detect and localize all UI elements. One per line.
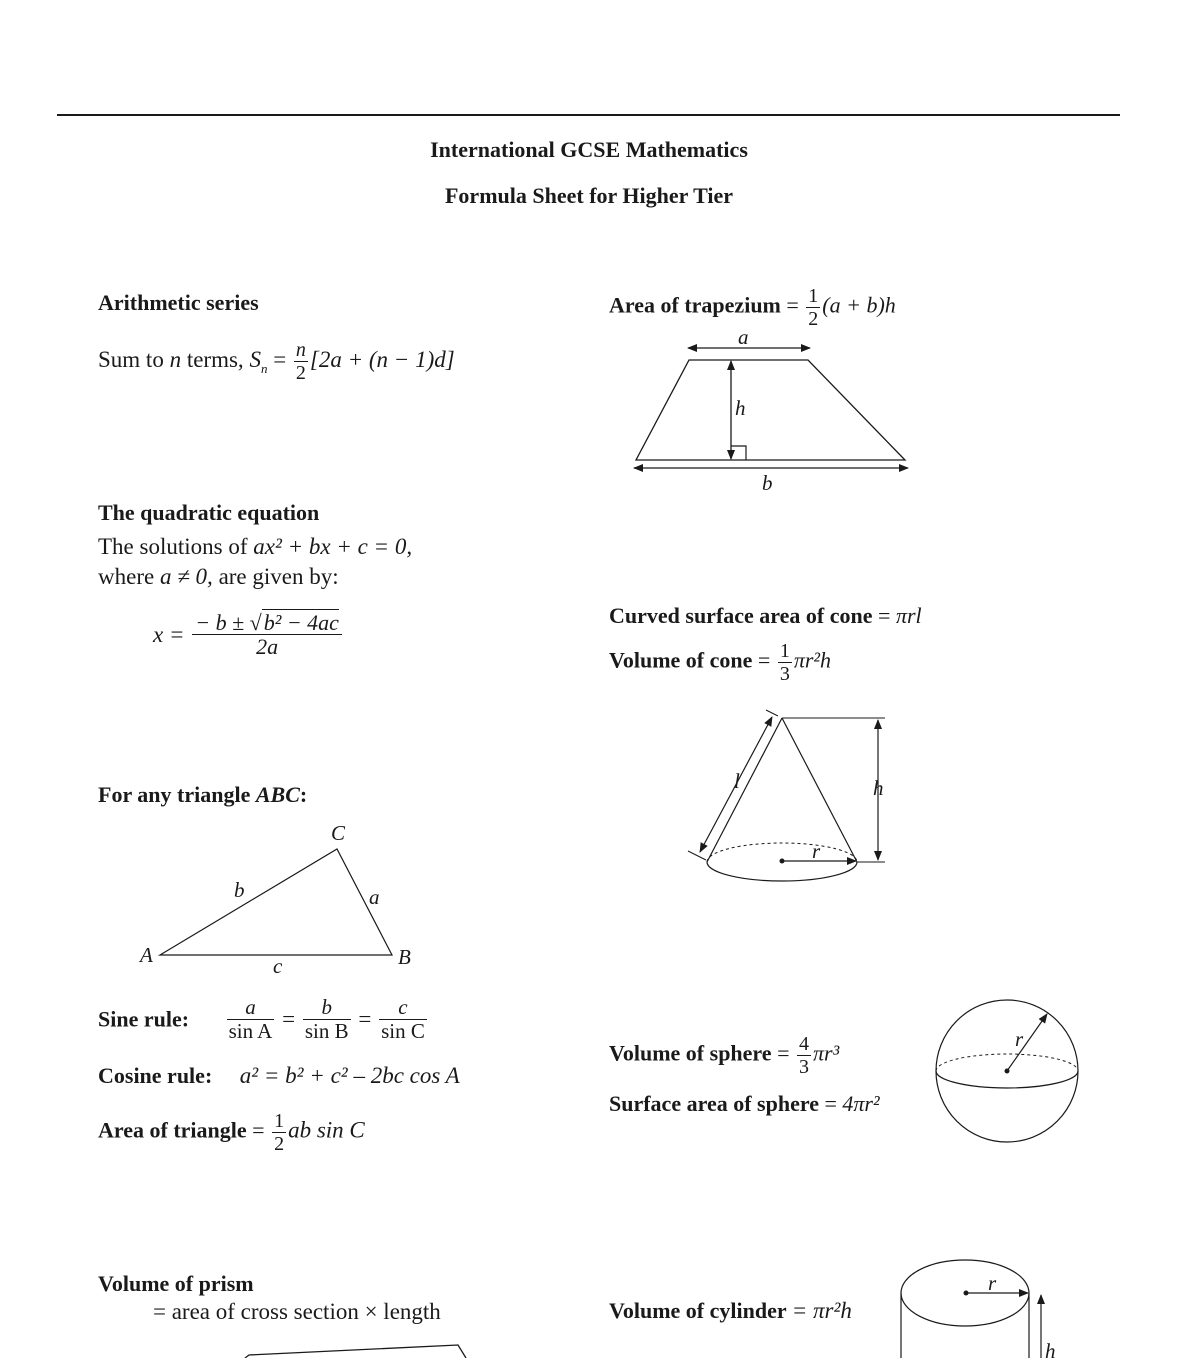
sine-fraction-a: $\frac{a}{\text{sin A}}$ bbox=[228, 995, 273, 1043]
sine-fraction-b: $\frac{b}{\text{sin B}}$ bbox=[304, 995, 349, 1043]
cylinder-diagram bbox=[901, 1260, 1056, 1358]
sine-fraction-c: $\frac{c}{\text{sin C}}$ bbox=[381, 995, 425, 1043]
cylinder-label-r: r bbox=[988, 1271, 997, 1295]
trapezium-heading: Area of trapezium bbox=[609, 292, 781, 318]
cone-label-l: l bbox=[734, 769, 740, 793]
cylinder-formula: Volume of cylinder = πr²h bbox=[609, 1298, 852, 1323]
prism-expression: = area of cross section × length bbox=[153, 1299, 441, 1324]
triangle-vertex-c: C bbox=[331, 821, 346, 845]
n-over-2-fraction: $\frac{n}{2}$ bbox=[295, 339, 306, 384]
sphere-surface-heading: Surface area of sphere bbox=[609, 1091, 819, 1116]
sphere-label-r: r bbox=[1015, 1027, 1024, 1051]
s-subscript: n bbox=[260, 360, 268, 376]
triangle-side-a: a bbox=[369, 885, 380, 909]
sphere-diagram bbox=[936, 1000, 1078, 1142]
cylinder-label-h: h bbox=[1045, 1339, 1056, 1358]
cosine-rule-expression: a² = b² + c² – 2bc cos A bbox=[239, 1063, 460, 1088]
series-expression: [2a + (n − 1)d] bbox=[309, 346, 455, 372]
triangle-side-c: c bbox=[273, 954, 283, 978]
x-equals: x = bbox=[153, 622, 185, 647]
four-thirds-fraction: $\frac{4}{3}$ bbox=[798, 1033, 809, 1078]
quadratic-formula bbox=[153, 612, 344, 658]
half-fraction: $\frac{1}{2}$ bbox=[274, 1110, 285, 1155]
sine-rule: Sine rule: $\frac{a}{\text{sin A}}$ = $\frac{b}{\text{sin B}}$ = $\frac{c}{\text{sin C}}$ bbox=[98, 995, 425, 1043]
sine-rule-label: Sine rule: bbox=[98, 1006, 190, 1032]
quadratic-line-1: The solutions of ax² + bx + c = 0, bbox=[98, 534, 413, 559]
cone-volume-heading: Volume of cone bbox=[609, 647, 753, 673]
triangle-heading: For any triangle ABC: bbox=[98, 782, 308, 807]
sphere-volume-formula: Volume of sphere = $\frac{4}{3}$ πr³ bbox=[609, 1033, 840, 1078]
trapezium-expression: (a + b)h bbox=[822, 292, 896, 318]
triangle-area-label: Area of triangle bbox=[98, 1117, 247, 1143]
one-third-fraction: $\frac{1}{3}$ bbox=[779, 640, 790, 685]
s-var: S bbox=[249, 346, 261, 372]
trapezium-formula: Area of trapezium = $\frac{1}{2}$ (a + b)h bbox=[609, 285, 896, 330]
page-subtitle: Formula Sheet for Higher Tier bbox=[444, 183, 733, 208]
quadratic-line-2: where a ≠ 0, are given by: bbox=[98, 564, 339, 589]
prism-diagram bbox=[245, 1345, 466, 1358]
n-var: n bbox=[169, 346, 182, 372]
cone-diagram bbox=[688, 710, 885, 881]
sphere-volume-heading: Volume of sphere bbox=[609, 1040, 772, 1066]
cosine-rule-label: Cosine rule: bbox=[98, 1063, 213, 1088]
cone-volume-formula: Volume of cone = $\frac{1}{3}$ πr²h bbox=[609, 640, 832, 685]
prism-heading: Volume of prism bbox=[98, 1271, 254, 1296]
half-fraction: $\frac{1}{2}$ bbox=[808, 285, 819, 330]
quadratic-heading: The quadratic equation bbox=[98, 500, 320, 525]
triangle-diagram bbox=[138, 821, 411, 978]
sphere-surface-formula: Surface area of sphere = 4πr² bbox=[609, 1091, 880, 1116]
triangle-area-formula: Area of triangle = $\frac{1}{2}$ ab sin C bbox=[98, 1110, 365, 1155]
arithmetic-series-heading: Arithmetic series bbox=[98, 290, 259, 315]
trapezium-label-h: h bbox=[735, 396, 746, 420]
terms-label: terms, bbox=[186, 346, 244, 372]
equals-sign: = bbox=[273, 346, 287, 372]
cosine-rule bbox=[98, 1063, 460, 1089]
sum-label: Sum to bbox=[98, 346, 164, 372]
triangle-side-b: b bbox=[234, 878, 245, 902]
trapezium-label-b: b bbox=[762, 471, 773, 495]
quadratic-fraction: $\frac{\text{− b ± √b² − 4ac}}{2a}$ bbox=[192, 612, 342, 658]
triangle-vertex-b: B bbox=[398, 945, 411, 969]
cone-csa-formula: Curved surface area of cone = πrl bbox=[609, 603, 922, 628]
cylinder-heading: Volume of cylinder bbox=[609, 1298, 787, 1323]
cone-csa-heading: Curved surface area of cone bbox=[609, 603, 873, 628]
cone-label-h: h bbox=[873, 776, 884, 800]
quadratic-equation-expression: ax² + bx + c = 0, bbox=[253, 534, 413, 559]
cone-label-r: r bbox=[812, 839, 821, 863]
page-title: International GCSE Mathematics bbox=[430, 137, 748, 162]
triangle-vertex-a: A bbox=[140, 943, 153, 967]
trapezium-label-a: a bbox=[738, 325, 749, 349]
